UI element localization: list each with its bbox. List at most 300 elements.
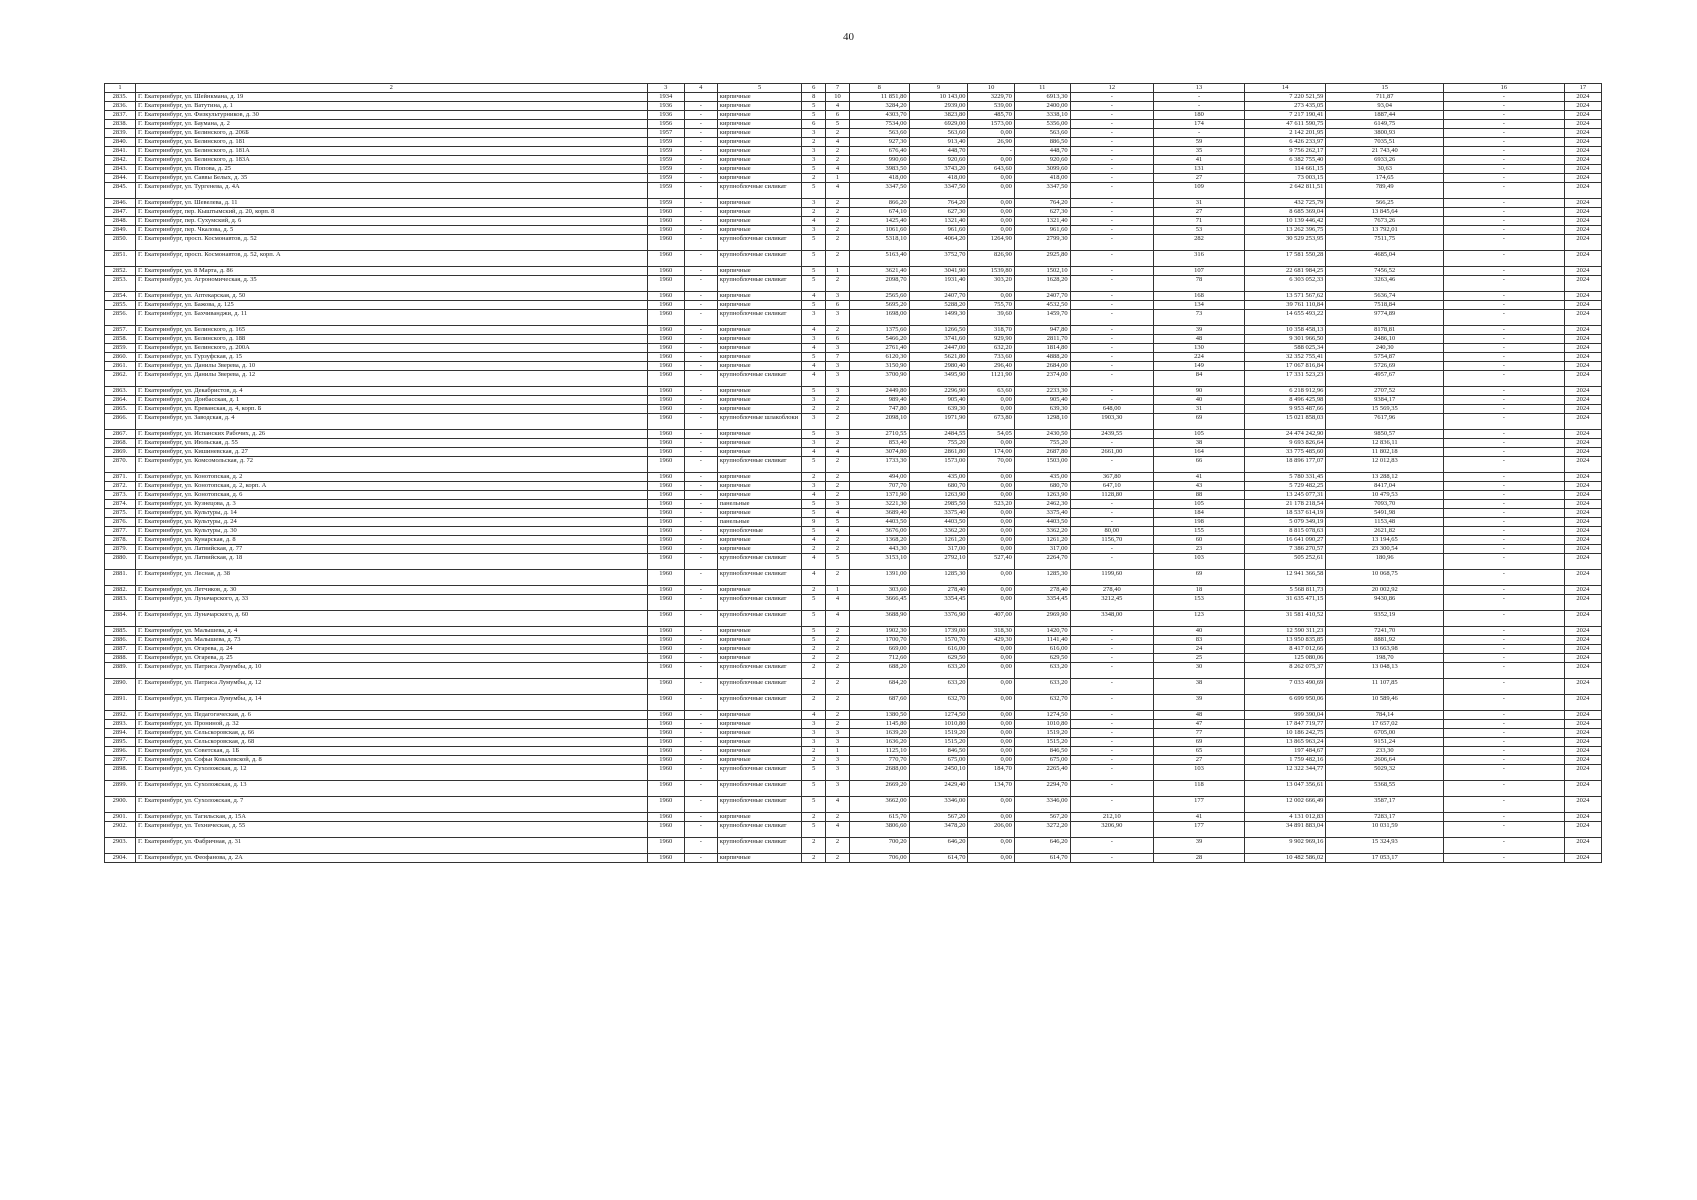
table-cell: -	[684, 491, 717, 500]
table-cell: 563,60	[1014, 129, 1070, 138]
table-cell: 31 581 410,52	[1244, 611, 1326, 627]
table-row	[105, 822, 1602, 838]
table-cell: 3	[802, 147, 826, 156]
table-cell: -	[1070, 353, 1154, 362]
table-cell: 2024	[1564, 518, 1601, 527]
table-cell: 2901.	[105, 813, 136, 822]
table-row	[105, 491, 1602, 500]
table-cell: 4	[826, 797, 850, 813]
table-cell: 7673,26	[1326, 217, 1444, 226]
column-header: 1	[105, 84, 136, 93]
table-cell: 0,00	[968, 854, 1014, 863]
table-cell: 2024	[1564, 292, 1601, 301]
table-cell: 3221,30	[849, 500, 909, 509]
table-cell: 567,20	[909, 813, 968, 822]
table-cell: 2024	[1564, 586, 1601, 595]
table-cell: 123	[1154, 611, 1245, 627]
table-cell: 2684,00	[1014, 362, 1070, 371]
table-cell: -	[1444, 586, 1565, 595]
table-cell: Г. Екатеринбург, ул. Фабричная, д. 31	[135, 838, 647, 854]
table-cell: -	[1070, 711, 1154, 720]
table-cell: 3	[802, 439, 826, 448]
table-cell: 118	[1154, 781, 1245, 797]
table-cell: 12 012,83	[1326, 457, 1444, 473]
table-cell: 2407,70	[1014, 292, 1070, 301]
table-row	[105, 457, 1602, 473]
table-cell: -	[684, 120, 717, 129]
table-cell: Г. Екатеринбург, ул. Донбасская, д. 1	[135, 396, 647, 405]
table-cell: -	[1444, 813, 1565, 822]
table-cell: 627,30	[1014, 208, 1070, 217]
table-row	[105, 371, 1602, 387]
table-cell: 1960	[647, 645, 684, 654]
table-cell: -	[684, 405, 717, 414]
table-cell: 2850.	[105, 235, 136, 251]
table-cell: 1519,20	[1014, 729, 1070, 738]
table-cell: 3	[826, 310, 850, 326]
table-cell: 2688,00	[849, 765, 909, 781]
table-cell: 2484,55	[909, 430, 968, 439]
table-cell: 1960	[647, 720, 684, 729]
table-cell: 2792,10	[909, 554, 968, 570]
table-cell: 2880.	[105, 554, 136, 570]
table-cell: крупноблочные силикат	[717, 554, 802, 570]
table-cell: 2565,60	[849, 292, 909, 301]
table-row	[105, 720, 1602, 729]
table-cell: -	[1070, 267, 1154, 276]
table-cell: 1960	[647, 747, 684, 756]
table-row	[105, 536, 1602, 545]
table-cell: 4	[826, 527, 850, 536]
table-cell: Г. Екатеринбург, ул. Лесная, д. 38	[135, 570, 647, 586]
column-header: 8	[849, 84, 909, 93]
table-cell: 6 699 950,06	[1244, 695, 1326, 711]
table-cell: 2024	[1564, 838, 1601, 854]
table-cell: -	[1444, 822, 1565, 838]
table-cell: 2876.	[105, 518, 136, 527]
table-cell: 1391,00	[849, 570, 909, 586]
table-cell: 2024	[1564, 414, 1601, 430]
table-cell: 233,30	[1326, 747, 1444, 756]
table-cell: Г. Екатеринбург, ул. Советская, д. 1Б	[135, 747, 647, 756]
table-cell: -	[1070, 147, 1154, 156]
table-cell: 4532,50	[1014, 301, 1070, 310]
table-cell: Г. Екатеринбург, ул. Физкультурников, д. 30	[135, 111, 647, 120]
table-cell: 1960	[647, 396, 684, 405]
table-cell: 6	[826, 335, 850, 344]
table-cell: 317,00	[1014, 545, 1070, 554]
table-cell: 3	[802, 199, 826, 208]
table-cell: 149	[1154, 362, 1245, 371]
table-cell: 8 262 075,37	[1244, 663, 1326, 679]
table-cell: 3362,20	[909, 527, 968, 536]
table-cell: 2400,00	[1014, 102, 1070, 111]
table-cell: 675,00	[909, 756, 968, 765]
table-cell: 3272,20	[1014, 822, 1070, 838]
table-cell: 1959	[647, 199, 684, 208]
table-cell: 1570,70	[909, 636, 968, 645]
table-cell: 614,70	[909, 854, 968, 863]
table-row	[105, 654, 1602, 663]
table-cell: 2024	[1564, 93, 1601, 102]
table-cell: 0,00	[968, 711, 1014, 720]
table-cell: 674,10	[849, 208, 909, 217]
table-cell: 1639,20	[849, 729, 909, 738]
table-cell: 2	[826, 838, 850, 854]
table-cell: 2024	[1564, 353, 1601, 362]
table-cell: -	[684, 174, 717, 183]
table-cell: 3	[826, 738, 850, 747]
table-cell: 2024	[1564, 174, 1601, 183]
table-cell: 632,70	[909, 695, 968, 711]
table-cell: 105	[1154, 500, 1245, 509]
table-cell: 0,00	[968, 509, 1014, 518]
table-cell: 2892.	[105, 711, 136, 720]
table-cell: -	[1444, 267, 1565, 276]
table-cell: -	[684, 165, 717, 174]
table-cell: 2024	[1564, 335, 1601, 344]
table-cell: 2890.	[105, 679, 136, 695]
table-cell: -	[1444, 156, 1565, 165]
table-cell: 905,40	[1014, 396, 1070, 405]
table-cell: 2	[826, 405, 850, 414]
table-cell: -	[1070, 518, 1154, 527]
table-cell: 10 589,46	[1326, 695, 1444, 711]
table-cell: Г. Екатеринбург, ул. Культуры, д. 14	[135, 509, 647, 518]
table-cell: 643,60	[968, 165, 1014, 174]
table-cell: 1274,50	[1014, 711, 1070, 720]
table-cell: -	[1070, 545, 1154, 554]
table-cell: 2887.	[105, 645, 136, 654]
table-cell: 614,70	[1014, 854, 1070, 863]
table-cell: -	[684, 251, 717, 267]
table-cell: 206,00	[968, 822, 1014, 838]
table-cell: -	[684, 217, 717, 226]
table-cell: 886,50	[1014, 138, 1070, 147]
table-cell: 1960	[647, 491, 684, 500]
table-cell: 1960	[647, 405, 684, 414]
table-cell: 1321,40	[909, 217, 968, 226]
table-cell: 429,30	[968, 636, 1014, 645]
table-cell: -	[1444, 387, 1565, 396]
table-cell: -	[684, 208, 717, 217]
table-cell: 9 756 262,17	[1244, 147, 1326, 156]
table-row	[105, 226, 1602, 235]
table-cell: 2902.	[105, 822, 136, 838]
table-cell: кирпичные	[717, 199, 802, 208]
table-cell: 5	[802, 102, 826, 111]
table-cell: 2836.	[105, 102, 136, 111]
table-cell: 2024	[1564, 527, 1601, 536]
table-cell: -	[1444, 371, 1565, 387]
table-cell: -	[684, 854, 717, 863]
table-cell: 5	[802, 457, 826, 473]
table-cell: 2863.	[105, 387, 136, 396]
table-cell: Г. Екатеринбург, ул. Малышева, д. 4	[135, 627, 647, 636]
table-cell: 1459,70	[1014, 310, 1070, 326]
table-cell: 5288,20	[909, 301, 968, 310]
table-cell: 846,50	[1014, 747, 1070, 756]
table-cell: 2877.	[105, 527, 136, 536]
table-cell: 4	[802, 217, 826, 226]
table-cell: 747,80	[849, 405, 909, 414]
table-cell: 17 331 523,23	[1244, 371, 1326, 387]
table-cell: -	[1154, 102, 1245, 111]
table-cell: Г. Екатеринбург, ул. Техническая, д. 55	[135, 822, 647, 838]
table-cell: 7 033 490,69	[1244, 679, 1326, 695]
table-cell: -	[1444, 276, 1565, 292]
table-cell: -	[1444, 414, 1565, 430]
table-cell: 28	[1154, 854, 1245, 863]
table-cell: -	[1444, 636, 1565, 645]
table-cell: -	[684, 586, 717, 595]
table-cell: 4	[802, 448, 826, 457]
table-cell: 3478,20	[909, 822, 968, 838]
table-cell: 2024	[1564, 301, 1601, 310]
table-row	[105, 235, 1602, 251]
table-cell: 999 390,04	[1244, 711, 1326, 720]
table-cell: 4685,04	[1326, 251, 1444, 267]
table-cell: 6149,75	[1326, 120, 1444, 129]
table-cell: 83	[1154, 636, 1245, 645]
table-cell: 5	[802, 500, 826, 509]
table-cell: 4957,67	[1326, 371, 1444, 387]
table-cell: -	[684, 482, 717, 491]
table-cell: 1960	[647, 838, 684, 854]
table-cell: 1128,80	[1070, 491, 1154, 500]
table-cell: 17 067 816,84	[1244, 362, 1326, 371]
table-cell: 5 079 349,19	[1244, 518, 1326, 527]
table-row	[105, 448, 1602, 457]
table-cell: -	[1444, 854, 1565, 863]
table-cell: 21 743,40	[1326, 147, 1444, 156]
table-cell: 125 080,06	[1244, 654, 1326, 663]
table-cell: 2024	[1564, 482, 1601, 491]
table-cell: 2873.	[105, 491, 136, 500]
table-cell: 5	[802, 611, 826, 627]
table-cell: 1960	[647, 813, 684, 822]
table-cell: 2	[802, 654, 826, 663]
table-cell: 296,40	[968, 362, 1014, 371]
table-cell: 733,60	[968, 353, 1014, 362]
table-cell: кирпичные	[717, 111, 802, 120]
table-row	[105, 292, 1602, 301]
table-row	[105, 405, 1602, 414]
table-cell: 18	[1154, 586, 1245, 595]
table-cell: 2	[802, 174, 826, 183]
table-cell: 1960	[647, 854, 684, 863]
table-cell: -	[1070, 679, 1154, 695]
column-header: 11	[1014, 84, 1070, 93]
table-cell: 80,00	[1070, 527, 1154, 536]
table-cell: 3206,90	[1070, 822, 1154, 838]
table-cell: -	[1444, 645, 1565, 654]
table-cell: 367,80	[1070, 473, 1154, 482]
table-cell: 407,00	[968, 611, 1014, 627]
table-cell: -	[1444, 765, 1565, 781]
table-cell: кирпичные	[717, 292, 802, 301]
table-cell: 2024	[1564, 536, 1601, 545]
table-cell: 0,00	[968, 292, 1014, 301]
table-row	[105, 765, 1602, 781]
table-cell: 5318,10	[849, 235, 909, 251]
table-cell: 4064,20	[909, 235, 968, 251]
table-cell: 13 047 356,61	[1244, 781, 1326, 797]
table-cell: 4403,50	[849, 518, 909, 527]
table-cell: 3346,00	[909, 797, 968, 813]
table-row	[105, 183, 1602, 199]
table-cell: 443,30	[849, 545, 909, 554]
table-cell: кирпичные	[717, 430, 802, 439]
table-cell: 0,00	[968, 545, 1014, 554]
table-cell: 3099,60	[1014, 165, 1070, 174]
table-row	[105, 586, 1602, 595]
table-cell: 9	[802, 518, 826, 527]
table-cell: 3	[802, 396, 826, 405]
table-cell: 1960	[647, 362, 684, 371]
table-row	[105, 554, 1602, 570]
table-cell: 2024	[1564, 362, 1601, 371]
table-cell: -	[1070, 781, 1154, 797]
table-cell: 39,60	[968, 310, 1014, 326]
table-cell: 1936	[647, 111, 684, 120]
table-cell: 3	[802, 156, 826, 165]
table-cell: 764,20	[1014, 199, 1070, 208]
table-cell: 0,00	[968, 679, 1014, 695]
table-cell: 5	[826, 120, 850, 129]
table-cell: кирпичные	[717, 326, 802, 335]
table-row	[105, 781, 1602, 797]
table-cell: 680,70	[909, 482, 968, 491]
table-cell: 2881.	[105, 570, 136, 586]
table-cell: -	[1070, 301, 1154, 310]
table-cell: 8 496 425,98	[1244, 396, 1326, 405]
table-cell: 2844.	[105, 174, 136, 183]
table-cell: -	[1070, 720, 1154, 729]
table-cell: 12 941 366,58	[1244, 570, 1326, 586]
table-cell: крупноблочные силикат	[717, 310, 802, 326]
table-cell: 3	[802, 482, 826, 491]
column-header: 15	[1326, 84, 1444, 93]
table-cell: 2882.	[105, 586, 136, 595]
table-cell: -	[684, 838, 717, 854]
table-cell: 3229,70	[968, 93, 1014, 102]
table-cell: кирпичные	[717, 854, 802, 863]
table-cell: крупноблочные силикат	[717, 235, 802, 251]
table-cell: 826,90	[968, 251, 1014, 267]
table-cell: 1375,60	[849, 326, 909, 335]
table-cell: 2896.	[105, 747, 136, 756]
table-cell: 1959	[647, 156, 684, 165]
table-cell: 2	[826, 654, 850, 663]
column-header: 3	[647, 84, 684, 93]
table-cell: 2024	[1564, 457, 1601, 473]
table-cell: 2840.	[105, 138, 136, 147]
table-cell: Г. Екатеринбург, ул. Белинского, д. 200А	[135, 344, 647, 353]
table-cell: 2439,55	[1070, 430, 1154, 439]
table-cell: 4	[826, 102, 850, 111]
table-cell: -	[1070, 854, 1154, 863]
table-cell: 105	[1154, 430, 1245, 439]
table-cell: 2871.	[105, 473, 136, 482]
table-cell: 0,00	[968, 729, 1014, 738]
table-cell: 7241,70	[1326, 627, 1444, 636]
table-cell: 853,40	[849, 439, 909, 448]
table-cell: -	[684, 183, 717, 199]
table-cell: 3354,45	[1014, 595, 1070, 611]
table-cell: 27	[1154, 208, 1245, 217]
table-cell: 8	[802, 93, 826, 102]
table-cell: крупноблочные силикат	[717, 570, 802, 586]
table-cell: 1960	[647, 353, 684, 362]
table-cell: 2861,80	[909, 448, 968, 457]
table-cell: Г. Екатеринбург, ул. Патриса Лумумбы, д. 10	[135, 663, 647, 679]
table-cell: Г. Екатеринбург, ул. Культуры, д. 24	[135, 518, 647, 527]
table-cell: 31 635 471,15	[1244, 595, 1326, 611]
table-cell: -	[1444, 93, 1565, 102]
table-cell: 707,70	[849, 482, 909, 491]
table-cell: Г. Екатеринбург, ул. Луначарского, д. 33	[135, 595, 647, 611]
table-cell: 184,70	[968, 765, 1014, 781]
table-cell: 1739,00	[909, 627, 968, 636]
table-cell: -	[1444, 129, 1565, 138]
table-cell: 4	[802, 344, 826, 353]
table-cell: -	[1444, 500, 1565, 509]
table-cell: -	[684, 371, 717, 387]
table-cell: 2098,70	[849, 276, 909, 292]
table-row	[105, 362, 1602, 371]
table-cell: 4	[826, 183, 850, 199]
table-cell: 1960	[647, 500, 684, 509]
table-cell: 177	[1154, 822, 1245, 838]
table-cell: 1960	[647, 371, 684, 387]
column-header: 5	[717, 84, 802, 93]
table-cell: 2233,30	[1014, 387, 1070, 396]
table-cell: 38	[1154, 679, 1245, 695]
table-cell: 5	[826, 554, 850, 570]
table-cell: Г. Екатеринбург, ул. Белинского, д. 165	[135, 326, 647, 335]
table-cell: 1	[826, 747, 850, 756]
table-cell: 6913,30	[1014, 93, 1070, 102]
table-cell: -	[684, 326, 717, 335]
table-cell: кирпичные	[717, 627, 802, 636]
table-cell: 2894.	[105, 729, 136, 738]
table-cell: 2024	[1564, 611, 1601, 627]
table-cell: 2	[826, 457, 850, 473]
table-cell: 0,00	[968, 226, 1014, 235]
table-cell: 8 685 369,04	[1244, 208, 1326, 217]
table-cell: -	[1070, 756, 1154, 765]
table-cell: кирпичные	[717, 217, 802, 226]
table-cell: 1153,48	[1326, 518, 1444, 527]
table-cell: Г. Екатеринбург, ул. Летчиков, д. 30	[135, 586, 647, 595]
table-cell: 494,00	[849, 473, 909, 482]
table-cell: -	[1444, 147, 1565, 156]
table-cell: 2858.	[105, 335, 136, 344]
table-cell: -	[1070, 335, 1154, 344]
table-cell: 23	[1154, 545, 1245, 554]
table-cell: -	[1070, 251, 1154, 267]
table-cell: 2024	[1564, 645, 1601, 654]
table-cell: 39	[1154, 326, 1245, 335]
table-cell: 0,00	[968, 518, 1014, 527]
column-header: 9	[909, 84, 968, 93]
table-cell: -	[1070, 396, 1154, 405]
table-cell: 2	[826, 439, 850, 448]
table-cell: -	[1070, 729, 1154, 738]
table-cell: -	[1070, 199, 1154, 208]
table-cell: 1960	[647, 509, 684, 518]
